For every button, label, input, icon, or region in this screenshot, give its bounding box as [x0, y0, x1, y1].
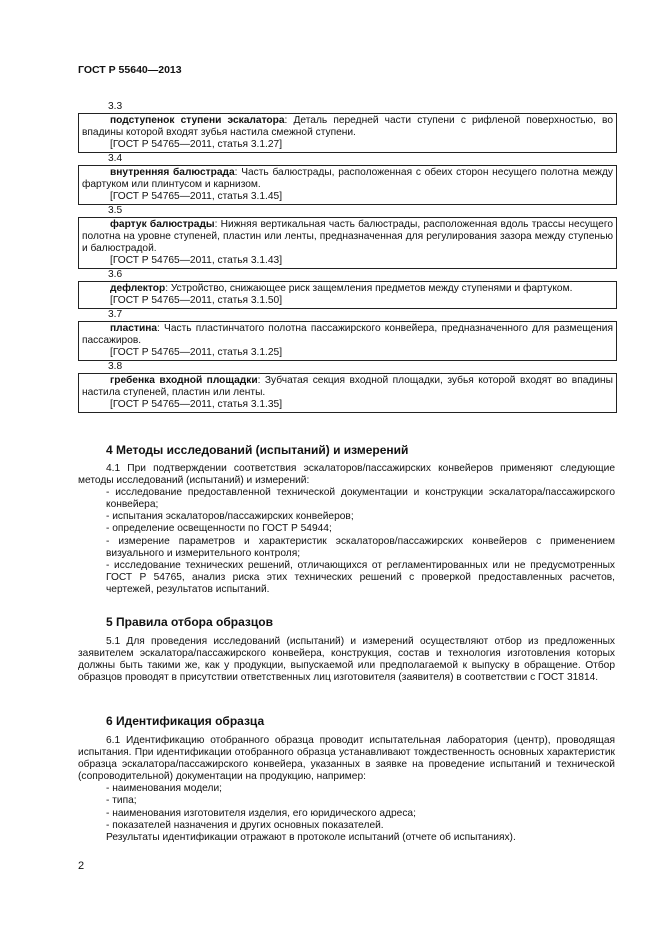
term-definition: : Зубчатая секция входной площадки, зубья которой входят во впадины настила ступеней, пластин или ленты.	[82, 375, 613, 398]
list-item: - исследование предоставленной технической документации и конструкции эскалатора/пассажирского конвейера;	[106, 487, 615, 511]
term-definition: : Часть пластинчатого полотна пассажирского конвейера, предназначенного для размещения пассажиров.	[82, 323, 613, 346]
term-name: пластина	[110, 323, 158, 334]
term-name: гребенка входной площадки	[110, 375, 258, 386]
term-number: 3.3	[108, 101, 123, 112]
term-reference: [ГОСТ Р 54765—2011, статья 3.1.25]	[110, 347, 283, 358]
term-3-8	[78, 361, 617, 413]
term-name: подступенок ступени эскалатора	[110, 115, 285, 126]
term-reference: [ГОСТ Р 54765—2011, статья 3.1.50]	[110, 295, 283, 306]
term-3-5	[78, 205, 617, 269]
section-4	[78, 442, 615, 596]
term-box	[78, 217, 617, 269]
term-box	[78, 321, 617, 361]
section-title: 6 Идентификация образца	[106, 714, 265, 728]
section-paragraph: 4.1 При подтверждении соответствия эскалаторов/пассажирских конвейеров применяют следующие методы исследований (испытаний) и измерений:	[78, 463, 615, 487]
term-3-3	[78, 101, 617, 153]
list-item: - наименования модели;	[106, 783, 222, 795]
list-item: - исследование технических решений, отличающихся от регламентированных или не предусмотренных ГОСТ Р 54765, анализ риска этих технических решений с проверкой предоставленных расчетов, чертежей, результатов испытаний.	[106, 559, 615, 595]
section-title: 5 Правила отбора образцов	[106, 615, 273, 629]
term-3-7	[78, 309, 617, 361]
term-reference: [ГОСТ Р 54765—2011, статья 3.1.45]	[110, 191, 283, 202]
term-3-6	[78, 269, 617, 309]
list-item: - показателей назначения и других основных показателей.	[106, 819, 384, 831]
term-name: внутренняя балюстрада	[110, 167, 235, 178]
list-item: - определение освещенности по ГОСТ Р 54944;	[106, 523, 332, 535]
section-paragraph: 5.1 Для проведения исследований (испытаний) и измерений осуществляют отбор из предложенных заявителем эскалатора/пассажирского конвейера, конструкция, состав и технология изготовления которых должны быть такими же, как у продукции, выпускаемой или предполагаемой к выпуску в обращение. Отбор образцов проводят в присутствии ответственных лиц изготовителя (заявителя) в соответствии с ГОСТ 31814.	[78, 636, 615, 684]
term-definition: : Устройство, снижающее риск защемления предметов между ступенями и фартуком.	[165, 283, 573, 294]
list-item: - типа;	[106, 795, 137, 807]
term-definition: : Деталь передней части ступени с рифленой поверхностью, во впадины которой входят зубья настила смежной ступени.	[82, 115, 613, 138]
list-item: - измерение параметров и характеристик эскалаторов/пассажирских конвейеров с применением визуального и измерительного контроля;	[106, 535, 615, 559]
list-item: - наименования изготовителя изделия, его юридического адреса;	[106, 807, 416, 819]
term-number: 3.4	[108, 153, 123, 164]
section-title: 4 Методы исследований (испытаний) и измерений	[106, 443, 409, 457]
term-box	[78, 113, 617, 153]
term-box	[78, 281, 617, 309]
section-6	[78, 713, 615, 844]
term-reference: [ГОСТ Р 54765—2011, статья 3.1.35]	[110, 399, 283, 410]
page-number: 2	[78, 860, 85, 872]
document-header: ГОСТ Р 55640—2013	[78, 64, 182, 76]
list-item: - испытания эскалаторов/пассажирских конвейеров;	[106, 511, 354, 523]
term-number: 3.6	[108, 269, 123, 280]
section-paragraph: 6.1 Идентификацию отобранного образца проводит испытательная лаборатория (центр), проводящая испытания. При идентификации отобранного образца устанавливают тождественность основных характеристик образца эскалатора/пассажирского конвейера, указанных в заявке на проведение испытаний и технической (сопроводительной) документации на продукцию, например:	[78, 735, 615, 783]
term-definition: : Часть балюстрады, расположенная с обеих сторон несущего полотна между фартуком или плинтусом и карнизом.	[82, 167, 613, 190]
term-number: 3.5	[108, 205, 123, 216]
term-name: фартук балюстрады	[110, 219, 215, 230]
term-definition: : Нижняя вертикальная часть балюстрады, расположенная вдоль трассы несущего полотна на уровне ступеней, пластин или ленты, предназначенная для регулирования зазора между ступенью и балюстрадой.	[82, 219, 614, 254]
term-reference: [ГОСТ Р 54765—2011, статья 3.1.43]	[110, 255, 283, 266]
term-3-4	[78, 153, 617, 205]
term-box	[78, 165, 617, 205]
term-reference: [ГОСТ Р 54765—2011, статья 3.1.27]	[110, 139, 283, 150]
term-number: 3.7	[108, 309, 123, 320]
term-box	[78, 373, 617, 413]
section-paragraph: Результаты идентификации отражают в протоколе испытаний (отчете об испытаниях).	[106, 831, 516, 843]
term-number: 3.8	[108, 361, 123, 372]
terms-list	[78, 101, 617, 413]
section-5	[78, 614, 615, 684]
term-name: дефлектор	[110, 283, 166, 294]
